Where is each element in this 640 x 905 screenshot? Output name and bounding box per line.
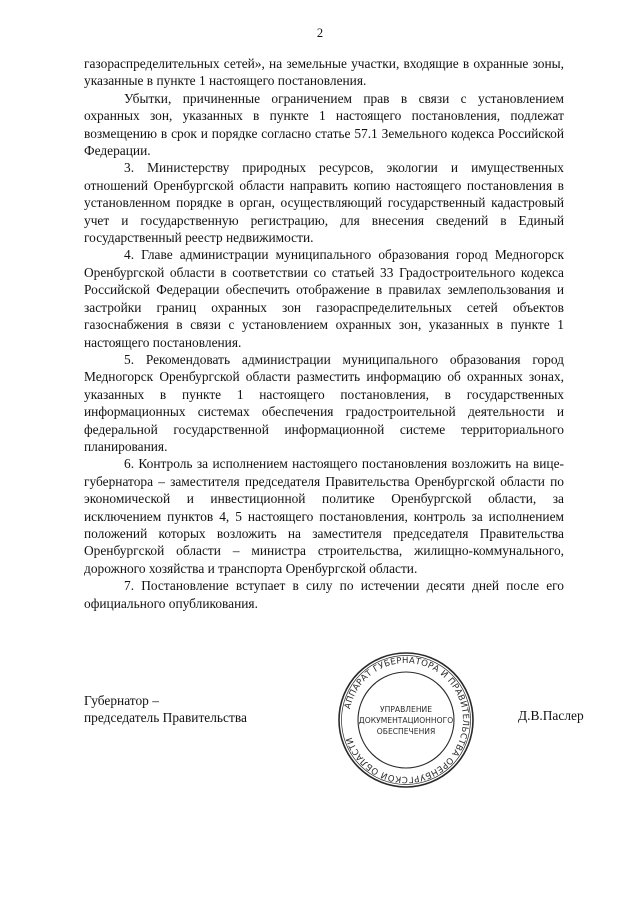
paragraph-continuation: газораспределительных сетей», на земельные участки, входящие в охранные зоны, указанные в пункте 1 настоящего постановления. bbox=[84, 56, 564, 89]
paragraph-damages: Убытки, причиненные ограничением прав в связи с установлением охранных зон, указанных в пункте 1 настоящего постановления, подлежат возмещению в срок и порядке согласно статье 57.1 Земельного кодекса Российской Федерации. bbox=[84, 90, 564, 159]
paragraph-item-4: 4. Главе администрации муниципального образования город Медногорск Оренбургской области в соответствии со статьей 33 Градостроительного кодекса Российской Федерации обеспечить отображение в правилах землепользования и застройки границ охранных зон газораспределительных сетей объектов газоснабжения в связи с установлением охранных зон, указанных в пункте 1 настоящего постановления. bbox=[84, 247, 564, 350]
signatory-title-line1: Губернатор – bbox=[84, 693, 159, 708]
paragraph-item-7: 7. Постановление вступает в силу по истечении десяти дней после его официального опубликования. bbox=[84, 578, 564, 611]
stamp-center-line1: УПРАВЛЕНИЕ bbox=[379, 705, 433, 714]
official-stamp bbox=[336, 650, 476, 790]
paragraph-item-6: 6. Контроль за исполнением настоящего постановления возложить на вице-губернатора – заместителя председателя Правительства Оренбургской области по экономической и инвестиционной политике Оренбургской области, за исключением пунктов 4, 5 настоящего постановления, контроль за исполнением положений которых возложить на заместителя председателя Правительства Оренбургской области – министра строительства, жилищно-коммунального, дорожного хозяйства и транспорта Оренбургской области. bbox=[84, 456, 564, 576]
paragraph-item-5: 5. Рекомендовать администрации муниципального образования город Медногорск Оренбургской области разместить информацию об охранных зонах, указанных в пункте 1 настоящего постановления, в государственных информационных системах обеспечения градостроительной деятельности и федеральной государственной информационной системе территориального планирования. bbox=[84, 351, 564, 454]
stamp-center-line2: ДОКУМЕНТАЦИОННОГО bbox=[358, 716, 454, 725]
stamp-ring-text: АППАРАТ ГУБЕРНАТОРА И ПРАВИТЕЛЬСТВА ОРЕНБУРГСКОЙ ОБЛАСТИ bbox=[343, 655, 471, 785]
signatory-name: Д.В.Паслер bbox=[518, 708, 584, 723]
stamp-center-line3: ОБЕСПЕЧЕНИЯ bbox=[376, 727, 436, 736]
signatory-title-line2: председатель Правительства bbox=[84, 710, 247, 726]
paragraph-item-3: 3. Министерству природных ресурсов, экологии и имущественных отношений Оренбургской области направить копию настоящего постановления в установленном порядке в орган, осуществляющий государственный кадастровый учет и государственную регистрацию, для внесения сведений в Единый государственный реестр недвижимости. bbox=[84, 160, 564, 246]
page-number: 2 bbox=[316, 26, 324, 40]
document-body bbox=[84, 55, 564, 612]
signatory-title bbox=[84, 692, 247, 727]
